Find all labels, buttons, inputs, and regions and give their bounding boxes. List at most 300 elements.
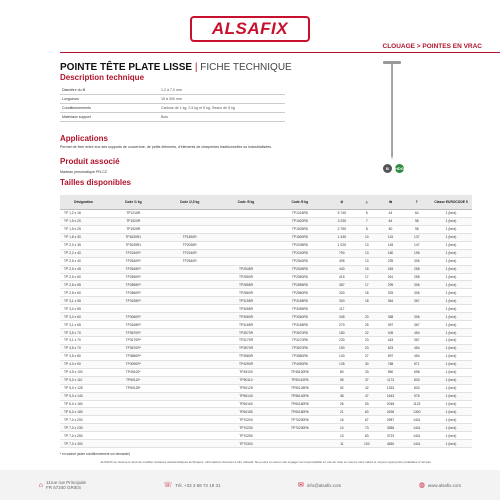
table-cell bbox=[160, 210, 220, 218]
table-cell bbox=[220, 241, 273, 249]
mail-icon: ✉ bbox=[298, 482, 304, 489]
table-cell: TP2035R1 bbox=[107, 241, 160, 249]
table-cell: TP3570R5 bbox=[272, 329, 327, 337]
table-row bbox=[60, 376, 472, 384]
table-cell: 1 (brut) bbox=[430, 337, 472, 345]
table-cell: 26 bbox=[327, 400, 356, 408]
table-row bbox=[60, 392, 472, 400]
table-cell: 1 (brut) bbox=[430, 281, 472, 289]
table-cell bbox=[160, 352, 220, 360]
table-cell bbox=[160, 440, 220, 448]
table-cell: 306 bbox=[404, 313, 430, 321]
table-cell: TP1525R5 bbox=[272, 225, 327, 233]
table-cell: 4480 bbox=[377, 440, 403, 448]
table-cell: 387 bbox=[327, 281, 356, 289]
table-row bbox=[60, 360, 472, 368]
table-cell: TP3060R bbox=[220, 313, 273, 321]
table-cell: TP60180 bbox=[220, 408, 273, 416]
table-cell: TP 1,5 x 20 bbox=[60, 217, 107, 225]
table-cell: TP 2,2 x 40 bbox=[60, 249, 107, 257]
brand-logo bbox=[190, 16, 310, 42]
table-cell: TP 3,1 x 55 bbox=[60, 297, 107, 305]
table-cell: TP 1,5 x 25 bbox=[60, 225, 107, 233]
table-cell: 1 (brut) bbox=[430, 408, 472, 416]
table-cell: 1 (brut) bbox=[430, 416, 472, 424]
table-cell: 2496 bbox=[377, 408, 403, 416]
table-cell: 21 bbox=[327, 408, 356, 416]
table-cell: 137 bbox=[404, 233, 430, 241]
col-designation: Désignation bbox=[60, 195, 107, 210]
table-cell: TP4090R5 bbox=[272, 360, 327, 368]
table-cell: TP 1,2 x 16 bbox=[60, 210, 107, 218]
footer-phone[interactable] bbox=[164, 481, 221, 489]
table-cell bbox=[160, 368, 220, 376]
table-cell: 960 bbox=[377, 368, 403, 376]
table-cell bbox=[220, 249, 273, 257]
table-cell: TP60180R5 bbox=[272, 408, 327, 416]
table-cell: TP1830R1 bbox=[107, 233, 160, 241]
table-cell bbox=[160, 416, 220, 424]
finish-badge-bright: B bbox=[383, 164, 392, 173]
table-cell: 6 bbox=[356, 210, 377, 218]
table-row bbox=[60, 408, 472, 416]
table-cell bbox=[160, 360, 220, 368]
disclaimer: ALSAFIX se réserve le droit de modifier certaines caractéristiques techniques. Informations données à titre indicatif. Ne pourra en aucun cas engager sa responsabilité en cas de mise en oeuvre sans calcul et moyens appropriés préalables à l'emploi. bbox=[100, 460, 432, 464]
col-pull-icon: ⇡ bbox=[404, 195, 430, 210]
table-cell bbox=[160, 408, 220, 416]
footer-address bbox=[39, 480, 86, 490]
table-cell: 13 bbox=[356, 257, 377, 265]
table-cell: TP3165R bbox=[220, 321, 273, 329]
table-cell: TP2855R bbox=[220, 281, 273, 289]
table-cell: 80 bbox=[327, 368, 356, 376]
table-cell: 47 bbox=[356, 392, 377, 400]
table-cell: TP2855R* bbox=[107, 281, 160, 289]
table-cell: 1 (brut) bbox=[430, 400, 472, 408]
table-cell: 10 bbox=[356, 233, 377, 241]
table-cell: TP 5,0 x 125 bbox=[60, 384, 107, 392]
table-cell: 83 bbox=[356, 432, 377, 440]
table-cell: TP1216R5 bbox=[272, 210, 327, 218]
table-cell: TP 4,0 x 90 bbox=[60, 360, 107, 368]
table-cell: 17 bbox=[356, 281, 377, 289]
address-line2: FR 67340 GRIES bbox=[46, 485, 82, 490]
table-cell: 23 bbox=[356, 337, 377, 345]
table-cell: TP2545R bbox=[220, 265, 273, 273]
table-cell: 790 bbox=[327, 249, 356, 257]
table-cell: 98 bbox=[404, 225, 430, 233]
table-cell: TP 2,8 x 60 bbox=[60, 289, 107, 297]
table-cell: TP45100R5 bbox=[272, 368, 327, 376]
table-row bbox=[60, 241, 472, 249]
table-cell: 3723 bbox=[377, 432, 403, 440]
category-divider bbox=[60, 52, 500, 53]
table-cell: TP50125R5 bbox=[272, 384, 327, 392]
table-row bbox=[60, 352, 472, 360]
table-cell bbox=[160, 281, 220, 289]
phone-icon: ☏ bbox=[163, 482, 173, 489]
table-cell: TP 5,0 x 110 bbox=[60, 376, 107, 384]
table-row bbox=[60, 440, 472, 448]
table-cell bbox=[160, 432, 220, 440]
table-cell: 454 bbox=[404, 344, 430, 352]
table-cell: 279 bbox=[327, 321, 356, 329]
table-row bbox=[60, 265, 472, 273]
table-cell: 1 (brut) bbox=[430, 273, 472, 281]
table-cell: 13 bbox=[356, 241, 377, 249]
table-cell: TP2240R5 bbox=[272, 249, 327, 257]
table-cell: TP2035R bbox=[160, 241, 220, 249]
table-row bbox=[60, 400, 472, 408]
table-cell: 698 bbox=[404, 368, 430, 376]
col-code-2-5kg: Code /2,5 kg bbox=[160, 195, 220, 210]
table-cell: 440 bbox=[327, 265, 356, 273]
table-row bbox=[60, 337, 472, 345]
table-cell: TP2550R5 bbox=[272, 273, 327, 281]
table-cell: 1333 bbox=[377, 384, 403, 392]
email-text: info@alsafix.com bbox=[306, 482, 342, 488]
table-row bbox=[60, 273, 472, 281]
logo-text: ALSAFIX bbox=[211, 19, 289, 38]
table-cell: TP3580R bbox=[220, 352, 273, 360]
table-cell: 14 bbox=[327, 424, 356, 432]
finish-badge-hdg: HDG bbox=[395, 166, 404, 171]
table-cell: 30 bbox=[356, 360, 377, 368]
table-cell: 2048 bbox=[377, 400, 403, 408]
table-row bbox=[60, 321, 472, 329]
table-cell: 1 (brut) bbox=[430, 368, 472, 376]
table-cell: TP 7,0 x 230 bbox=[60, 424, 107, 432]
table-cell: 140 bbox=[327, 352, 356, 360]
table-cell: TP3570R* bbox=[107, 329, 160, 337]
table-cell: TP 7,0 x 300 bbox=[60, 440, 107, 448]
table-cell: 7 bbox=[356, 217, 377, 225]
table-cell: 454 bbox=[404, 329, 430, 337]
table-cell: TP3165R* bbox=[107, 321, 160, 329]
table-cell: 1 (brut) bbox=[430, 249, 472, 257]
table-cell: 1441 bbox=[404, 440, 430, 448]
table-cell: 299 bbox=[377, 281, 403, 289]
table-cell: 52 bbox=[327, 384, 356, 392]
table-cell: TP 3,0 x 60 bbox=[60, 313, 107, 321]
table-row bbox=[60, 289, 472, 297]
table-cell: 180 bbox=[377, 249, 403, 257]
table-cell: TP2860R bbox=[220, 289, 273, 297]
table-row bbox=[60, 281, 472, 289]
table-cell: 67 bbox=[356, 416, 377, 424]
table-cell: 397 bbox=[377, 321, 403, 329]
table-cell: TP 3,0 x 55 bbox=[60, 305, 107, 313]
table-row bbox=[60, 217, 472, 225]
footnote: * en sachet (autre conditionnement sur demande) bbox=[60, 452, 130, 456]
table-row bbox=[60, 249, 472, 257]
table-cell: 1 (brut) bbox=[430, 360, 472, 368]
table-cell: TP70300 bbox=[220, 440, 273, 448]
table-cell: 415 bbox=[327, 273, 356, 281]
table-cell: 1 (brut) bbox=[430, 257, 472, 265]
table-row bbox=[60, 368, 472, 376]
address-line1: 11rue rue Principale bbox=[46, 480, 86, 485]
table-cell: 571 bbox=[404, 360, 430, 368]
table-cell: TP45100* bbox=[107, 368, 160, 376]
table-cell: TP 2,8 x 55 bbox=[60, 281, 107, 289]
table-cell: 258 bbox=[404, 273, 430, 281]
description-row: Diamètre du fil 1,2 à 7,0 mm bbox=[60, 86, 285, 95]
table-cell: 3 235 bbox=[327, 217, 356, 225]
table-cell: TP4090R bbox=[220, 360, 273, 368]
table-cell: 16 bbox=[327, 416, 356, 424]
table-row bbox=[60, 384, 472, 392]
table-cell: 1 (brut) bbox=[430, 392, 472, 400]
table-cell: 1173 bbox=[377, 376, 403, 384]
table-cell: TP3170R* bbox=[107, 337, 160, 345]
table-cell: 1 (brut) bbox=[430, 344, 472, 352]
description-row: Conditionnements Cartons de 1 kg, 2,5 kg et 5 kg. Seaux de 5 kg bbox=[60, 104, 285, 113]
sizes-body bbox=[60, 210, 472, 448]
table-cell: 44 bbox=[377, 210, 403, 218]
table-cell: 135 bbox=[327, 360, 356, 368]
table-cell: TP2240R* bbox=[107, 249, 160, 257]
table-row bbox=[60, 305, 472, 313]
table-cell: TP3165R5 bbox=[272, 321, 327, 329]
table-cell: 1441 bbox=[404, 424, 430, 432]
table-cell: TP3155R5 bbox=[272, 297, 327, 305]
table-cell: 25 bbox=[356, 321, 377, 329]
table-cell: 300 bbox=[327, 297, 356, 305]
table-cell: 367 bbox=[404, 337, 430, 345]
table-cell: 33 bbox=[356, 368, 377, 376]
table-cell: TP50125 bbox=[220, 384, 273, 392]
table-cell: TP 2,0 x 35 bbox=[60, 241, 107, 249]
table-cell: TP1525R bbox=[107, 225, 160, 233]
table-cell bbox=[160, 305, 220, 313]
table-cell: TP2240R bbox=[160, 249, 220, 257]
table-cell: 1643 bbox=[377, 392, 403, 400]
table-cell: TP60160 bbox=[220, 400, 273, 408]
table-cell: 53 bbox=[356, 400, 377, 408]
table-cell bbox=[160, 217, 220, 225]
table-cell: TP3580R* bbox=[107, 352, 160, 360]
table-cell bbox=[377, 305, 403, 313]
table-cell: 1 (brut) bbox=[430, 432, 472, 440]
table-cell bbox=[356, 305, 377, 313]
table-cell bbox=[160, 273, 220, 281]
table-cell bbox=[107, 392, 160, 400]
table-cell: 11 bbox=[327, 440, 356, 448]
title-separator: | bbox=[194, 62, 198, 73]
description-row: Longueurs 15 à 300 mm bbox=[60, 95, 285, 104]
table-cell bbox=[272, 440, 327, 448]
table-cell: 55 bbox=[327, 376, 356, 384]
table-cell: 1 435 bbox=[327, 233, 356, 241]
table-cell: 1 (brut) bbox=[430, 440, 472, 448]
table-cell: 1 (brut) bbox=[430, 305, 472, 313]
table-cell: 261 bbox=[377, 273, 403, 281]
table-cell: 22 bbox=[356, 329, 377, 337]
table-cell: 38 bbox=[327, 392, 356, 400]
table-cell: TP 3,5 x 70 bbox=[60, 344, 107, 352]
table-cell: TP3060R* bbox=[107, 313, 160, 321]
table-cell: TP 5,0 x 140 bbox=[60, 392, 107, 400]
table-cell: TP45100 bbox=[220, 368, 273, 376]
table-cell bbox=[160, 384, 220, 392]
table-cell: TP 3,1 x 70 bbox=[60, 337, 107, 345]
table-cell: TP 2,5 x 45 bbox=[60, 265, 107, 273]
table-cell: 523 bbox=[377, 344, 403, 352]
table-row bbox=[60, 424, 472, 432]
table-cell: TP 4,5 x 100 bbox=[60, 368, 107, 376]
table-cell: 1 (brut) bbox=[430, 225, 472, 233]
web-text: www.alsafix.com bbox=[427, 482, 462, 488]
table-cell: 23 bbox=[356, 344, 377, 352]
table-cell: 1 (brut) bbox=[430, 424, 472, 432]
table-cell: TP3580R5 bbox=[272, 352, 327, 360]
table-cell: TP1830R5 bbox=[272, 233, 327, 241]
table-cell: TP4090R* bbox=[107, 360, 160, 368]
table-cell: 306 bbox=[404, 289, 430, 297]
table-cell: TP3170R bbox=[220, 337, 273, 345]
table-cell bbox=[160, 376, 220, 384]
col-pieces-icon: ⊘ bbox=[327, 195, 356, 210]
table-cell: 190 bbox=[327, 344, 356, 352]
table-cell: 42 bbox=[356, 384, 377, 392]
table-cell: 495 bbox=[327, 257, 356, 265]
table-cell: TP2540R bbox=[160, 257, 220, 265]
table-cell: 100 bbox=[356, 440, 377, 448]
table-row bbox=[60, 344, 472, 352]
table-cell: 2 755 bbox=[327, 225, 356, 233]
table-cell: TP2550R bbox=[220, 273, 273, 281]
table-cell bbox=[107, 416, 160, 424]
table-cell bbox=[220, 257, 273, 265]
table-cell: 230 bbox=[327, 337, 356, 345]
table-cell: 5 745 bbox=[327, 210, 356, 218]
table-cell: TP1216R bbox=[107, 210, 160, 218]
table-cell: 597 bbox=[377, 352, 403, 360]
table-cell: TP50110* bbox=[107, 376, 160, 384]
table-cell: TP 6,0 x 180 bbox=[60, 408, 107, 416]
table-cell: TP3570R bbox=[220, 344, 273, 352]
table-cell: TP 6,0 x 160 bbox=[60, 400, 107, 408]
associated-heading: Produit associé bbox=[60, 157, 120, 166]
col-shear-icon: ⇋ bbox=[377, 195, 403, 210]
table-cell: 13 bbox=[356, 249, 377, 257]
table-cell: 27 bbox=[356, 352, 377, 360]
table-cell bbox=[160, 225, 220, 233]
sizes-header-row bbox=[60, 195, 472, 210]
table-cell: 1 (brut) bbox=[430, 384, 472, 392]
nail-image bbox=[391, 64, 393, 154]
table-cell bbox=[272, 432, 327, 440]
table-cell: 768 bbox=[377, 360, 403, 368]
table-cell: TP2545R* bbox=[107, 265, 160, 273]
table-row bbox=[60, 416, 472, 424]
table-cell bbox=[160, 265, 220, 273]
table-cell: 3386 bbox=[377, 424, 403, 432]
table-row bbox=[60, 313, 472, 321]
table-cell: 258 bbox=[404, 265, 430, 273]
table-cell: TP 2,5 x 50 bbox=[60, 273, 107, 281]
table-cell: 15 bbox=[356, 265, 377, 273]
table-cell: 2987 bbox=[377, 416, 403, 424]
table-cell bbox=[220, 210, 273, 218]
table-cell: TP2035R5 bbox=[272, 241, 327, 249]
table-cell: TP 1,8 x 30 bbox=[60, 233, 107, 241]
table-cell bbox=[160, 424, 220, 432]
table-cell: TP50110R5 bbox=[272, 376, 327, 384]
table-cell: TP56140R5 bbox=[272, 392, 327, 400]
table-cell: TP70200R5 bbox=[272, 416, 327, 424]
title-sub: FICHE TECHNIQUE bbox=[200, 62, 292, 73]
table-cell: 1441 bbox=[404, 432, 430, 440]
table-cell: TP3055R bbox=[220, 305, 273, 313]
table-cell: TP70200 bbox=[220, 416, 273, 424]
table-cell bbox=[220, 233, 273, 241]
table-cell: 330 bbox=[327, 289, 356, 297]
table-cell bbox=[160, 329, 220, 337]
footer-email[interactable] bbox=[298, 481, 341, 489]
table-row bbox=[60, 297, 472, 305]
table-cell: TP56140 bbox=[220, 392, 273, 400]
col-code-5kg: Code /5 kg bbox=[220, 195, 273, 210]
table-cell: TP1830R bbox=[160, 233, 220, 241]
table-cell: 64 bbox=[377, 217, 403, 225]
category-breadcrumb: CLOUAGE > POINTES EN VRAC bbox=[382, 43, 482, 50]
table-cell: 145 bbox=[377, 241, 403, 249]
table-row bbox=[60, 329, 472, 337]
table-cell bbox=[160, 344, 220, 352]
table-cell: TP2540R5 bbox=[272, 257, 327, 265]
table-cell: TP60160R5 bbox=[272, 400, 327, 408]
table-cell: TP50110 bbox=[220, 376, 273, 384]
table-cell: TP3055R5 bbox=[272, 305, 327, 313]
table-cell: TP3570R5 bbox=[272, 344, 327, 352]
footer-web[interactable] bbox=[419, 481, 461, 489]
table-cell bbox=[160, 400, 220, 408]
table-cell bbox=[220, 225, 273, 233]
table-cell: 98 bbox=[404, 217, 430, 225]
table-cell: 239 bbox=[377, 257, 403, 265]
table-cell: 8 bbox=[356, 225, 377, 233]
table-cell: 64 bbox=[404, 210, 430, 218]
phone-text: Tél. +33 3 88 72 19 31 bbox=[175, 482, 221, 488]
table-cell: 147 bbox=[404, 241, 430, 249]
table-cell: 364 bbox=[377, 297, 403, 305]
table-cell: TP2855R5 bbox=[272, 281, 327, 289]
table-cell: TP 2,5 x 40 bbox=[60, 257, 107, 265]
table-cell bbox=[160, 337, 220, 345]
table-cell: 1 (brut) bbox=[430, 289, 472, 297]
table-cell: 115 bbox=[377, 233, 403, 241]
table-cell: TP3170R5 bbox=[272, 337, 327, 345]
table-cell: 306 bbox=[404, 281, 430, 289]
table-cell: 1 (brut) bbox=[430, 352, 472, 360]
table-cell: 1 (brut) bbox=[430, 241, 472, 249]
table-cell: 443 bbox=[377, 337, 403, 345]
table-cell: 20 bbox=[356, 313, 377, 321]
table-cell bbox=[107, 305, 160, 313]
table-cell: 60 bbox=[356, 408, 377, 416]
table-cell bbox=[160, 321, 220, 329]
col-nail-icon: ⟂ bbox=[356, 195, 377, 210]
col-eurocode: Classe EUROCODE 5 bbox=[430, 195, 472, 210]
table-cell: 13 bbox=[327, 432, 356, 440]
table-cell: TP70250 bbox=[220, 432, 273, 440]
table-cell: 37 bbox=[356, 376, 377, 384]
table-cell: 1 025 bbox=[327, 241, 356, 249]
table-cell: 367 bbox=[404, 297, 430, 305]
table-cell: 1 (brut) bbox=[430, 329, 472, 337]
